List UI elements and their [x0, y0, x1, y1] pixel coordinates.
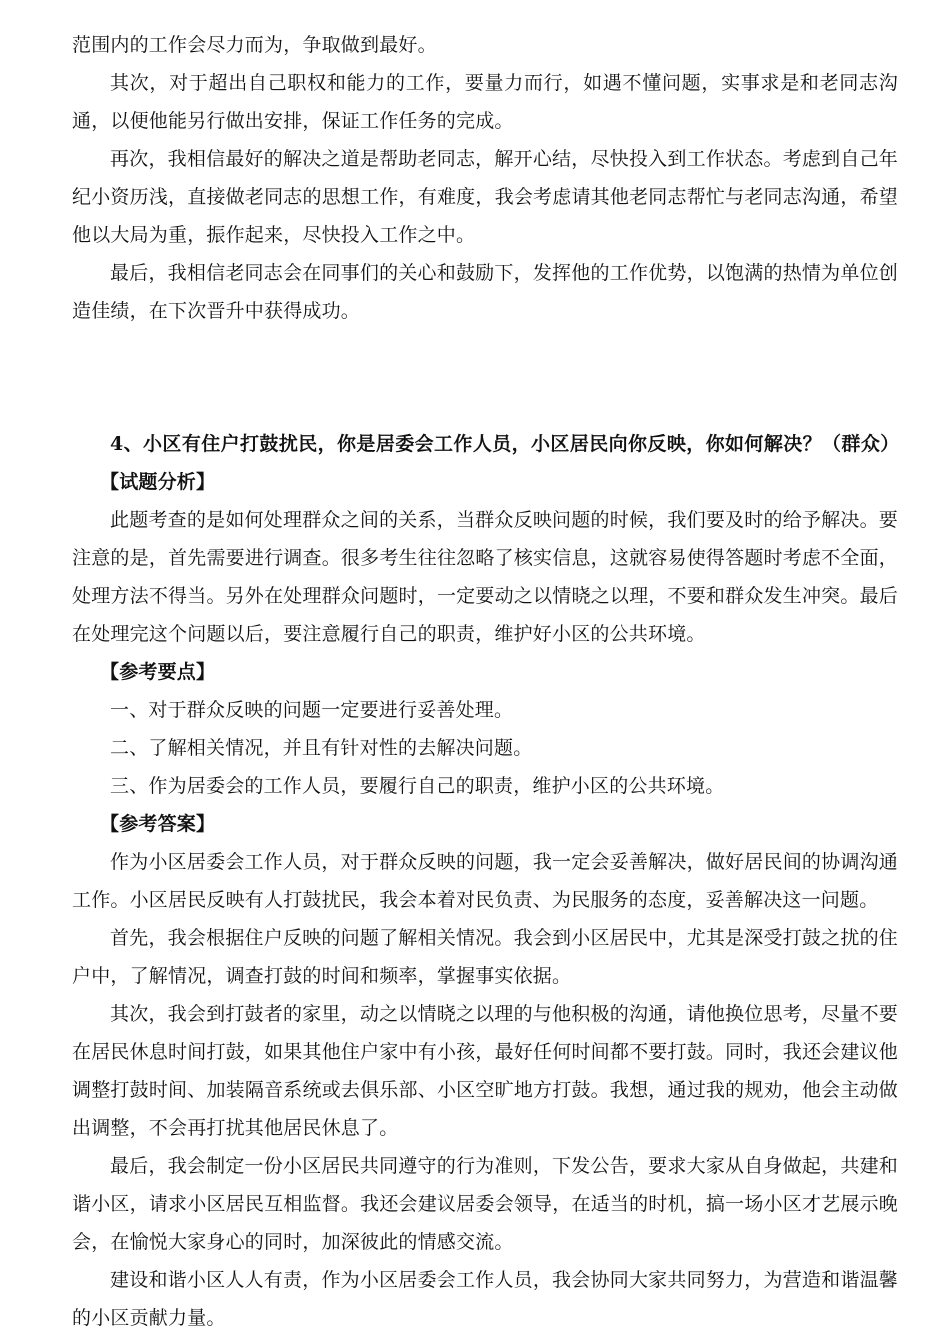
point-item: 一、对于群众反映的问题一定要进行妥善处理。 [110, 699, 514, 721]
answer-paragraph: 首先，我会根据住户反映的问题了解相关情况。我会到小区居民中，尤其是深受打鼓之扰的住户中，了解情况，调查打鼓的时间和频率，掌握事实依据。 [72, 927, 898, 987]
point-item: 二、了解相关情况，并且有针对性的去解决问题。 [110, 737, 533, 759]
answer-paragraph: 其次，我会到打鼓者的家里，动之以情晓之以理的与他积极的沟通，请他换位思考，尽量不要在居民休息时间打鼓，如果其他住户家中有小孩，最好任何时间都不要打鼓。同时，我还会建议他调整打鼓时间、加装隔音系统或去俱乐部、小区空旷地方打鼓。我想，通过我的规劝，他会主动做出调整，不会再打扰其他居民休息了。 [72, 1003, 898, 1139]
analysis-paragraph: 此题考查的是如何处理群众之间的关系，当群众反映问题的时候，我们要及时的给予解决。要注意的是，首先需要进行调查。很多考生往往忽略了核实信息，这就容易使得答题时考虑不全面，处理方法不得当。另外在处理群众问题时，一定要动之以情晓之以理，不要和群众发生冲突。最后在处理完这个问题以后，要注意履行自己的职责，维护好小区的公共环境。 [72, 509, 898, 645]
paragraph: 范围内的工作会尽力而为，争取做到最好。 [72, 34, 437, 56]
answer-heading: 【参考答案】 [100, 813, 216, 835]
paragraph: 再次，我相信最好的解决之道是帮助老同志，解开心结，尽快投入到工作状态。考虑到自己年纪小资历浅，直接做老同志的思想工作，有难度，我会考虑请其他老同志帮忙与老同志沟通，希望他以大局为重，振作起来，尽快投入工作之中。 [72, 148, 898, 246]
question-title: 4、小区有住户打鼓扰民，你是居委会工作人员，小区居民向你反映，你如何解决？（群众） [110, 433, 900, 455]
paragraph: 其次，对于超出自己职权和能力的工作，要量力而行，如遇不懂问题，实事求是和老同志沟通，以便他能另行做出安排，保证工作任务的完成。 [72, 72, 898, 132]
answer-paragraph: 最后，我会制定一份小区居民共同遵守的行为准则，下发公告，要求大家从自身做起，共建和谐小区，请求小区居民互相监督。我还会建议居委会领导，在适当的时机，搞一场小区才艺展示晚会，在愉悦大家身心的同时，加深彼此的情感交流。 [72, 1155, 898, 1253]
section-gap [72, 330, 898, 425]
points-heading: 【参考要点】 [100, 661, 216, 683]
paragraph: 最后，我相信老同志会在同事们的关心和鼓励下，发挥他的工作优势，以饱满的热情为单位创造佳绩，在下次晋升中获得成功。 [72, 262, 898, 322]
answer-paragraph: 作为小区居委会工作人员，对于群众反映的问题，我一定会妥善解决，做好居民间的协调沟通工作。小区居民反映有人打鼓扰民，我会本着对民负责、为民服务的态度，妥善解决这一问题。 [72, 851, 898, 911]
point-item: 三、作为居委会的工作人员，要履行自己的职责，维护小区的公共环境。 [110, 775, 725, 797]
answer-paragraph: 建设和谐小区人人有责，作为小区居委会工作人员，我会协同大家共同努力，为营造和谐温馨的小区贡献力量。 [72, 1269, 898, 1329]
document-page [72, 26, 898, 1337]
analysis-heading: 【试题分析】 [100, 471, 216, 493]
